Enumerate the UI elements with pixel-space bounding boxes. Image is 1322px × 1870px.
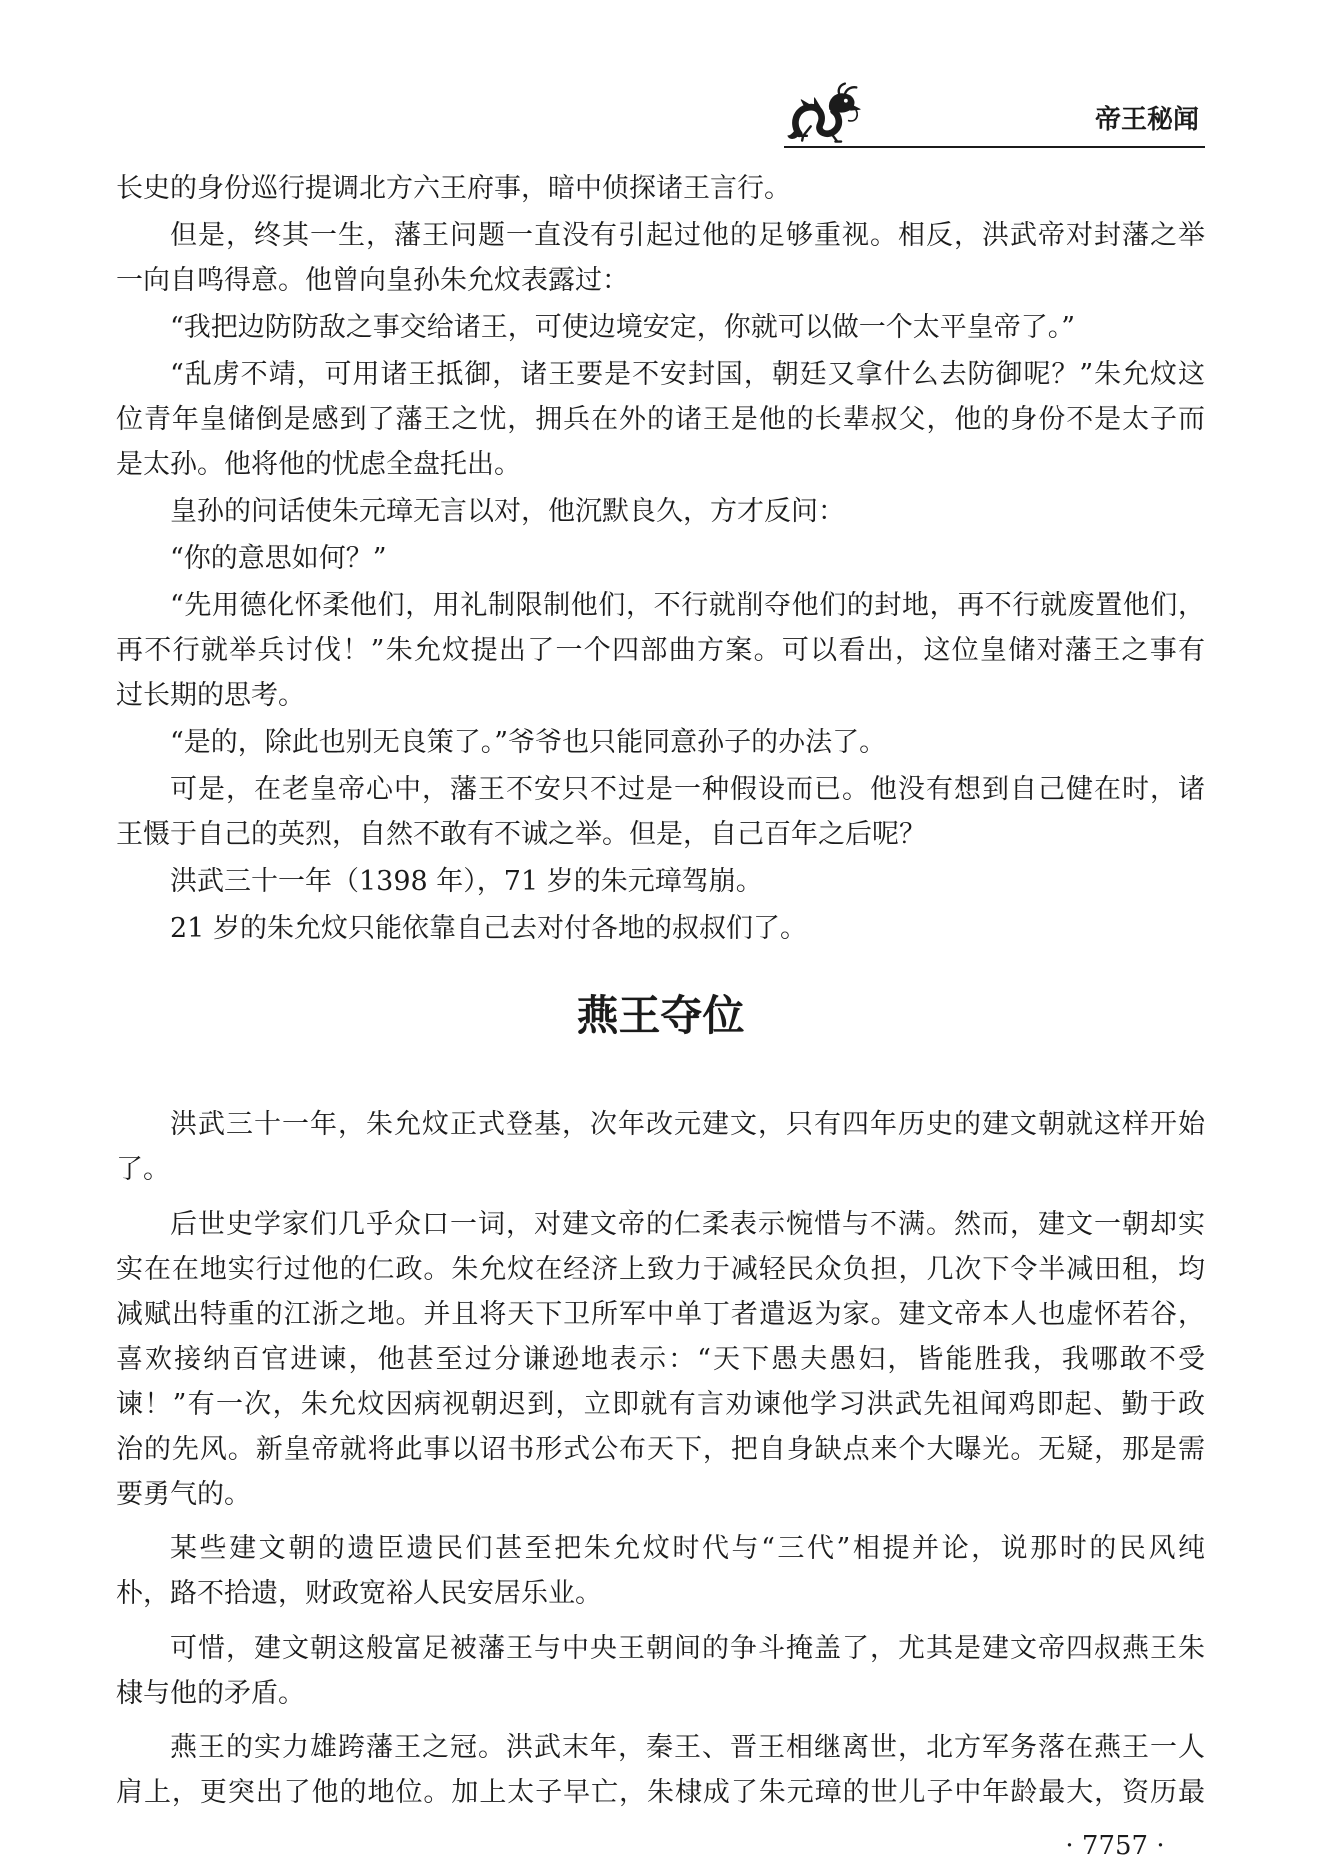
text-line: 王慑于自己的英烈，自然不敢有不诚之举。但是，自己百年之后呢？ [116, 819, 926, 850]
text-line: 肩上，更突出了他的地位。加上太子早亡，朱棣成了朱元璋的世儿子中年龄最大，资历最 [116, 1777, 1205, 1808]
text-line: 谏！”有一次，朱允炆因病视朝迟到，立即就有言劝谏他学习洪武先祖闻鸡即起、勤于政 [116, 1388, 1205, 1420]
text-line: “我把边防防敌之事交给诸王，可使边境安定，你就可以做一个太平皇帝了。” [170, 312, 1076, 343]
dragon-emblem-icon [786, 80, 862, 148]
page-number: · 7757 · [1065, 1831, 1165, 1861]
text-line: 要勇气的。 [116, 1478, 251, 1510]
paragraph [116, 906, 1205, 951]
header-rule [784, 146, 1205, 148]
text-line: “是的，除此也别无良策了。”爷爷也只能同意孙子的办法了。 [170, 727, 887, 758]
text-line: “你的意思如何？” [170, 543, 387, 574]
section-heading: 燕王夺位 [576, 991, 745, 1040]
paragraph [116, 352, 1205, 487]
paragraph [116, 1102, 1205, 1192]
paragraph [116, 1626, 1205, 1716]
paragraph [116, 859, 1205, 904]
text-line: 可是，在老皇帝心中，藩王不安只不过是一种假设而已。他没有想到自己健在时，诸 [170, 774, 1205, 805]
text-line: 治的先风。新皇帝就将此事以诏书形式公布天下，把自身缺点来个大曝光。无疑，那是需 [116, 1433, 1205, 1465]
text-line: 减赋出特重的江浙之地。并且将天下卫所军中单丁者遣返为家。建文帝本人也虚怀若谷， [116, 1298, 1205, 1330]
paragraph [116, 536, 1205, 581]
paragraph [116, 1526, 1205, 1616]
body-text-section [116, 1102, 1205, 1815]
paragraph [116, 1202, 1205, 1517]
running-header-title: 帝王秘闻 [1094, 105, 1199, 135]
paragraph [116, 166, 1205, 211]
text-line: 是太孙。他将他的忧虑全盘托出。 [116, 449, 521, 480]
paragraph [116, 489, 1205, 534]
text-line: 燕王的实力雄跨藩王之冠。洪武末年，秦王、晋王相继离世，北方军务落在燕王一人 [170, 1732, 1205, 1763]
text-line: 皇孙的问话使朱元璋无言以对，他沉默良久，方才反问： [170, 496, 845, 527]
text-line: 了。 [116, 1154, 170, 1185]
paragraph [116, 583, 1205, 718]
paragraph [116, 305, 1205, 350]
text-line: 可惜，建文朝这般富足被藩王与中央王朝间的争斗掩盖了，尤其是建文帝四叔燕王朱 [170, 1632, 1205, 1664]
text-line: 实在在地实行过他的仁政。朱允炆在经济上致力于减轻民众负担，几次下令半减田租，均 [116, 1253, 1205, 1285]
text-line: “乱虏不靖，可用诸王抵御，诸王要是不安封国，朝廷又拿什么去防御呢？”朱允炆这 [170, 359, 1205, 390]
text-line: 再不行就举兵讨伐！”朱允炆提出了一个四部曲方案。可以看出，这位皇储对藩王之事有 [116, 635, 1205, 666]
text-line: 棣与他的矛盾。 [116, 1677, 305, 1709]
text-line: 洪武三十一年，朱允炆正式登基，次年改元建文，只有四年历史的建文朝就这样开始 [170, 1109, 1205, 1140]
text-line: 洪武三十一年（1398 年），71 岁的朱元璋驾崩。 [170, 866, 763, 897]
text-line: 但是，终其一生，藩王问题一直没有引起过他的足够重视。相反，洪武帝对封藩之举 [170, 220, 1205, 251]
text-line: 朴，路不拾遗，财政宽裕人民安居乐业。 [116, 1578, 602, 1609]
text-line: 过长期的思考。 [116, 680, 305, 711]
text-line: 长史的身份巡行提调北方六王府事，暗中侦探诸王言行。 [116, 173, 791, 204]
text-line: 位青年皇储倒是感到了藩王之忧，拥兵在外的诸王是他的长辈叔父，他的身份不是太子而 [116, 404, 1205, 435]
text-line: “先用德化怀柔他们，用礼制限制他们，不行就削夺他们的封地，再不行就废置他们， [170, 590, 1205, 621]
text-line: 21 岁的朱允炆只能依靠自己去对付各地的叔叔们了。 [170, 913, 807, 944]
text-line: 一向自鸣得意。他曾向皇孙朱允炆表露过： [116, 265, 629, 296]
paragraph [116, 213, 1205, 303]
paragraph [116, 1725, 1205, 1815]
paragraph [116, 767, 1205, 857]
body-text-section [116, 166, 1205, 951]
text-line: 后世史学家们几乎众口一词，对建文帝的仁柔表示惋惜与不满。然而，建文一朝却实 [170, 1208, 1205, 1240]
paragraph [116, 720, 1205, 765]
text-line: 某些建文朝的遗臣遗民们甚至把朱允炆时代与“三代”相提并论，说那时的民风纯 [170, 1533, 1205, 1564]
text-line: 喜欢接纳百官进谏，他甚至过分谦逊地表示：“天下愚夫愚妇，皆能胜我，我哪敢不受 [116, 1343, 1205, 1375]
